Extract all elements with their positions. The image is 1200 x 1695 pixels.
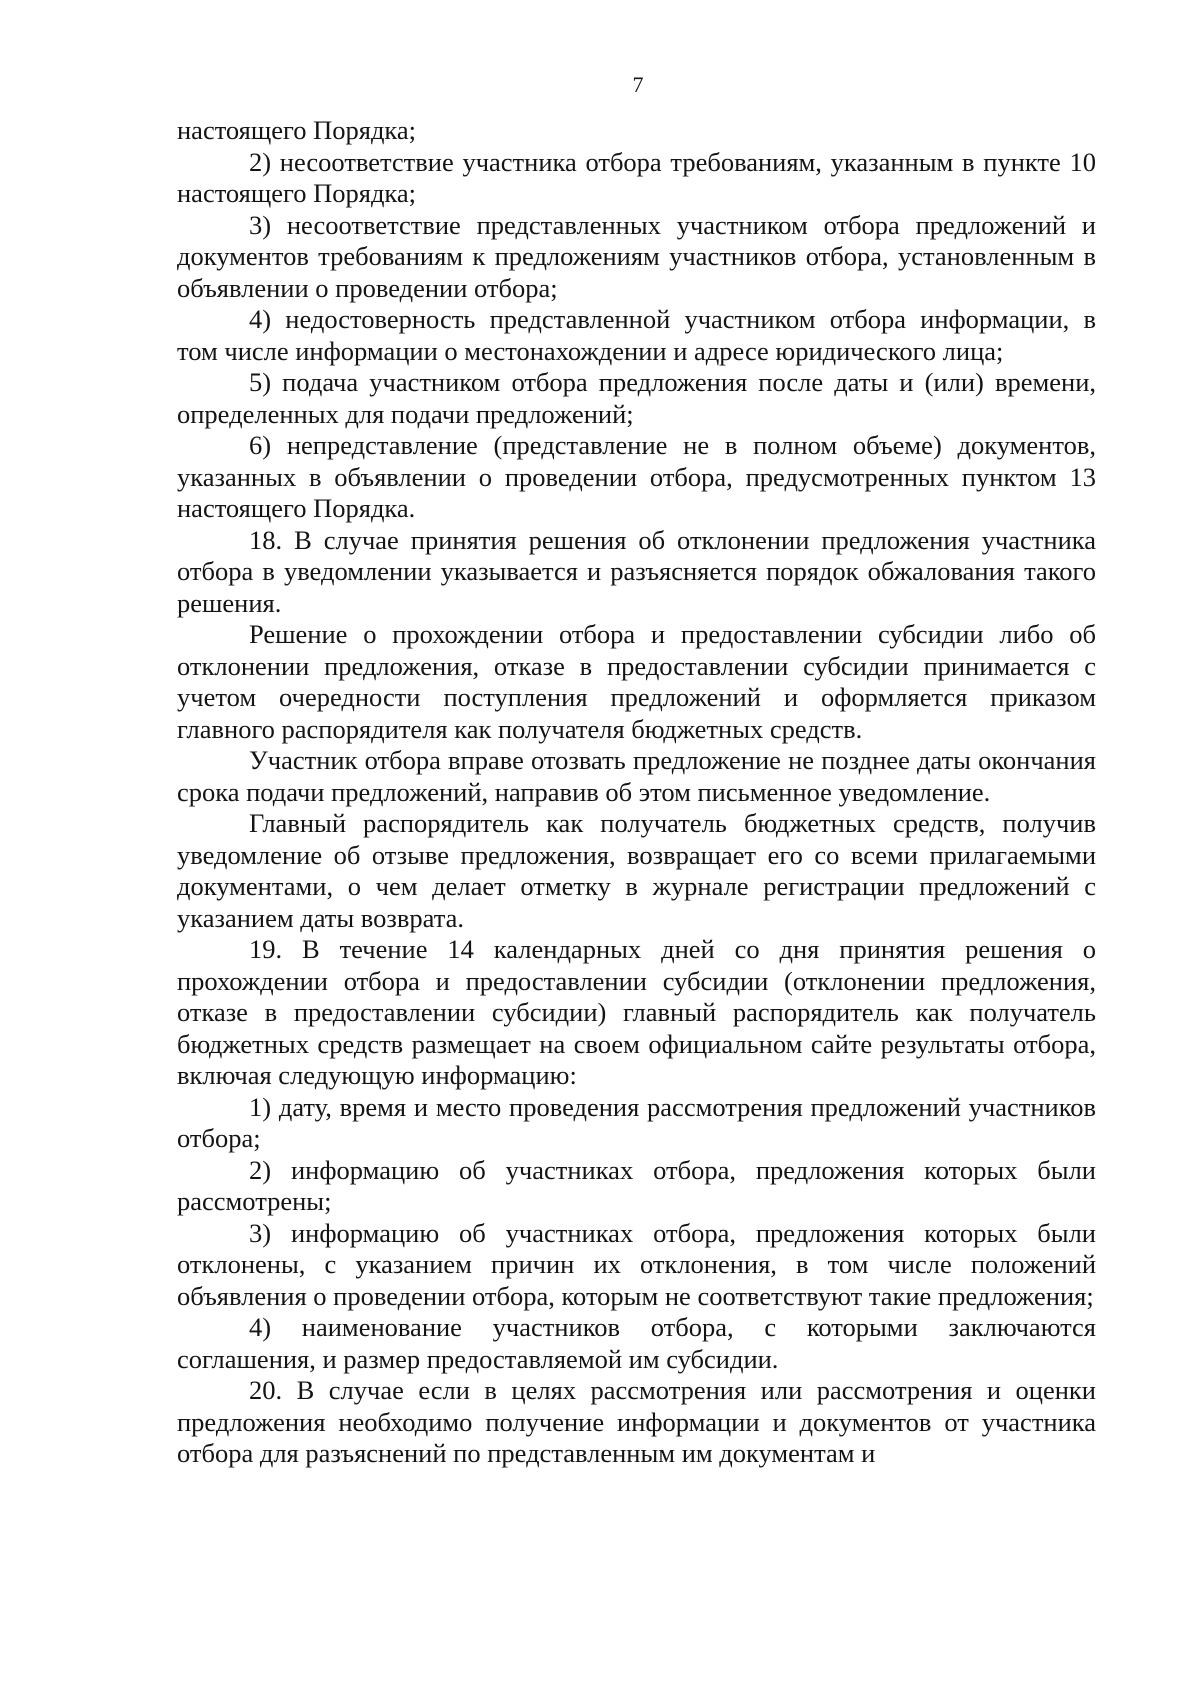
paragraph-withdrawal: Участник отбора вправе отозвать предложение не позднее даты окончания срока подачи предложений, направив об этом письменное уведомление. <box>177 745 1096 807</box>
clause-19: 19. В течение 14 календарных дней со дня принятия решения о прохождении отбора и предоставлении субсидии (отклонении предложения, отказе в предоставлении субсидии) главный распорядитель как получатель бюджетных средств размещает на своем официальном сайте результаты отбора, включая следующую информацию: <box>177 934 1096 1090</box>
paragraph-return: Главный распорядитель как получатель бюджетных средств, получив уведомление об отзыве предложения, возвращает его со всеми прилагаемыми документами, о чем делает отметку в журнале регистрации предложений с указанием даты возврата. <box>177 808 1096 933</box>
clause-20: 20. В случае если в целях рассмотрения или рассмотрения и оценки предложения необходимо получение информации и документов от участника отбора для разъяснений по представленным им документам и <box>177 1375 1096 1468</box>
list-item-19-3: 3) информацию об участниках отбора, предложения которых были отклонены, с указанием причин их отклонения, в том числе положений объявления о проведении отбора, которым не соответствуют такие предложения; <box>177 1217 1096 1311</box>
list-item-4: 4) недостоверность представленной участником отбора информации, в том числе информации о местонахождении и адресе юридического лица; <box>177 304 1096 366</box>
page-number: 7 <box>632 72 644 97</box>
list-item-6: 6) непредставление (представление не в полном объеме) документов, указанных в объявлении о проведении отбора, предусмотренных пунктом 13 настоящего Порядка. <box>177 430 1096 523</box>
clause-18: 18. В случае принятия решения об отклонении предложения участника отбора в уведомлении указывается и разъясняется порядок обжалования такого решения. <box>177 524 1096 618</box>
list-item-5: 5) подача участником отбора предложения после даты и (или) времени, определенных для подачи предложений; <box>177 367 1096 429</box>
list-item-19-4: 4) наименование участников отбора, с которыми заключаются соглашения, и размер предоставляемой им субсидии. <box>177 1312 1096 1374</box>
list-item-19-2: 2) информацию об участниках отбора, предложения которых были рассмотрены; <box>177 1154 1096 1216</box>
list-item-2: 2) несоответствие участника отбора требованиям, указанным в пункте 10 настоящего Порядка; <box>177 146 1096 208</box>
document-body <box>177 115 1096 1470</box>
list-item-3: 3) несоответствие представленных участником отбора предложений и документов требованиям к предложениям участников отбора, установленным в объявлении о проведении отбора; <box>177 209 1096 303</box>
paragraph-continuation: настоящего Порядка; <box>177 115 417 145</box>
paragraph-decision: Решение о прохождении отбора и предоставлении субсидии либо об отклонении предложения, отказе в предоставлении субсидии принимается с учетом очередности поступления предложений и оформляется приказом главного распорядителя как получателя бюджетных средств. <box>177 619 1096 744</box>
list-item-19-1: 1) дату, время и место проведения рассмотрения предложений участников отбора; <box>177 1091 1096 1153</box>
